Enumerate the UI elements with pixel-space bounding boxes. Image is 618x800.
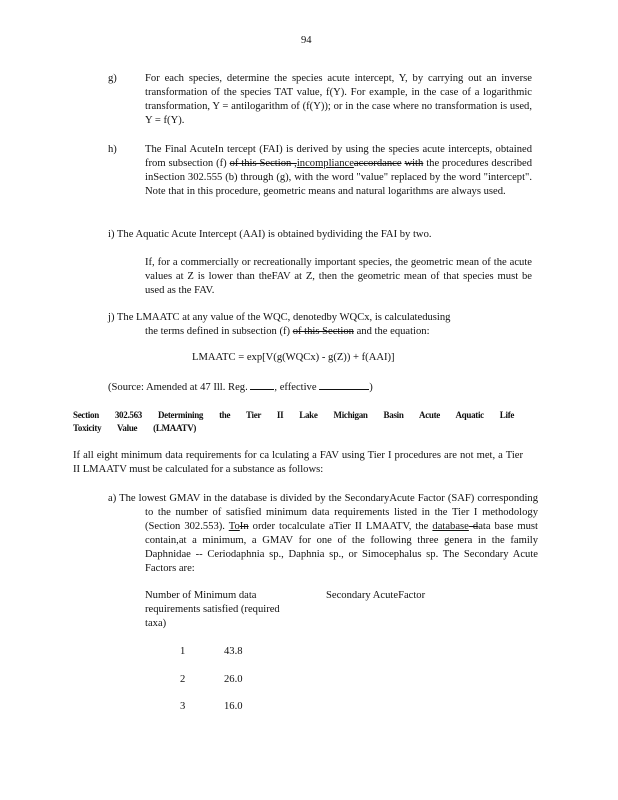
source-blank-2 [319, 380, 369, 390]
section-heading-line1: Section 302.563 Determining the Tier II Lake Michigan Basin Acute Aquatic Life [73, 410, 515, 420]
source-blank-1 [250, 380, 274, 390]
item-g-text: For each species, determine the species acute intercept, Y, by carrying out an inverse transformation of the species TAT value, f(Y). For example, in the case of a logarithmic transformation, Y = antilogarithm of (f(Y)); or in the case where no transformation is used, Y = f(Y). [145, 73, 532, 126]
source-a: (Source: Amended at 47 Ill. Reg. [108, 382, 248, 393]
table-row-3-n: 3 [180, 701, 186, 712]
item-a-strike-in: In [239, 521, 249, 532]
item-h-part1: The Final AcuteIn tercept (FAI) is derived by using the species acute intercepts, obtained from subsection (f) [145, 144, 532, 169]
table-col2-header: Secondary AcuteFactor [326, 590, 426, 601]
item-a-p3: ata base must contain,at a minimum, a GMAV for one of the following three genera in the family Daphnidae -- Ceriodaphnia sp., Daphnia sp., or Simocephalus sp. The Secondary Acute Factors are: [145, 521, 538, 574]
page-number: 94 [301, 35, 312, 46]
equation: LMAATC = exp[V(g(WQCx) - g(Z)) + f(AAI)] [192, 352, 395, 363]
item-h-strike2: accordance [353, 158, 402, 169]
item-a-p1: a) The lowest GMAV in the database is divided by the SecondaryAcute Factor (SAF) corresponding to the number of satisfied minimum data requirements listed in the Tier I methodology (Section 302.553). [108, 493, 538, 532]
item-a-p2: order tocalculate aTier II LMAATV, the [248, 521, 429, 532]
item-h-strike3: with [404, 158, 424, 169]
table-row-2-saf: 26.0 [224, 674, 243, 685]
item-i-sub: If, for a commercially or recreationally important species, the geometric mean of the acute values at Z is lower than theFAV at Z, then the geometric mean of that species must be used as the FAV. [145, 257, 532, 296]
item-j-line2 [145, 325, 430, 339]
table-row-3-saf: 16.0 [224, 701, 243, 712]
section-intro: If all eight minimum data requirements for ca lculating a FAV using Tier I procedures are not met, a Tier II LMAATV must be calculated for a substance as follows: [73, 450, 523, 475]
source-b: , effective [274, 382, 317, 393]
item-h-marker: h) [108, 144, 117, 155]
item-j-line2a: the terms defined in subsection (f) [145, 326, 291, 337]
table-col1-header: Number of Minimum data requirements satisfied (required taxa) [145, 590, 280, 629]
item-h-part2: incompliance [296, 158, 354, 169]
source-c: ) [369, 382, 373, 393]
item-j-line2b: and the equation: [356, 326, 430, 337]
item-h-part3: the procedures described inSection 302.555 (b) through (g), with the word "value" replaced by the word "intercept". Note that in this procedure, geometric means and natural logarithms are always used. [145, 158, 532, 197]
item-h-text [145, 143, 532, 199]
table-row-2-n: 2 [180, 674, 186, 685]
item-j-line2-strike: of this Section [292, 326, 354, 337]
item-g-marker: g) [108, 73, 117, 84]
item-a-to: To [228, 521, 240, 532]
item-a-strike-d: d [468, 521, 479, 532]
source-note [108, 380, 373, 395]
item-a-database: database [432, 521, 469, 532]
item-h-strike1: of this Section , [229, 158, 297, 169]
section-heading-line2: Toxicity Value (LMAATV) [73, 423, 197, 433]
table-row-1-n: 1 [180, 646, 186, 657]
item-j-line1: j) The LMAATC at any value of the WQC, denotedby WQCx, is calculatedusing [108, 312, 451, 323]
item-a-text [108, 492, 538, 576]
table-row-1-saf: 43.8 [224, 646, 243, 657]
item-i-text: i) The Aquatic Acute Intercept (AAI) is obtained bydividing the FAI by two. [108, 229, 432, 240]
